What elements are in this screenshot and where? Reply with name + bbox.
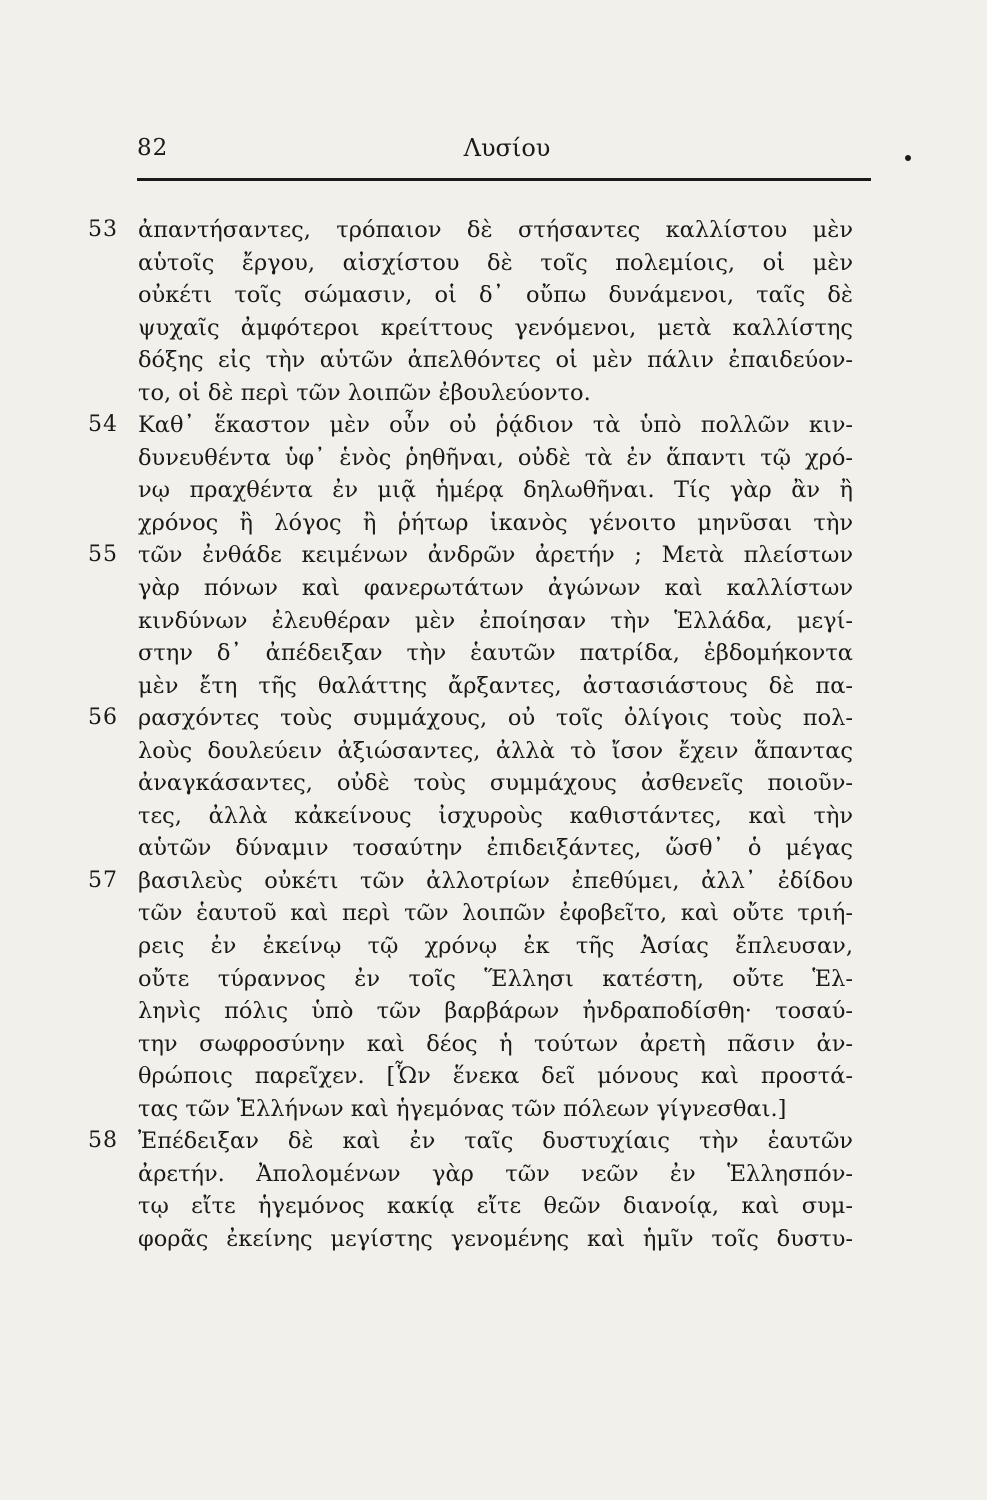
line-text: χρόνος ἢ λόγος ἢ ῥήτωρ ἱκανὸς γένοιτο μηνῦσαι τὴν (138, 509, 853, 536)
body-text (0, 214, 987, 1256)
section-number: 54 (88, 412, 118, 438)
text-line (0, 539, 987, 572)
text-line (0, 247, 987, 280)
line-text: τῶν ἑαυτοῦ καὶ περὶ τῶν λοιπῶν ἐφοβεῖτο, καὶ οὔτε τριή- (138, 900, 853, 927)
line-text: ρασχόντες τοὺς συμμάχους, οὐ τοῖς ὀλίγοις τοὺς πολ- (138, 705, 853, 732)
text-line (0, 963, 987, 996)
section-number: 53 (88, 217, 118, 242)
line-text: Ἐπέδειξαν δὲ καὶ ἐν ταῖς δυστυχίαις τὴν ἑαυτῶν (138, 1128, 853, 1155)
text-line (0, 1028, 987, 1061)
line-text: ἀναγκάσαντες, οὐδὲ τοὺς συμμάχους ἀσθενεῖς ποιοῦν- (138, 770, 853, 797)
text-line (0, 832, 987, 865)
text-line (0, 605, 987, 638)
text-line (0, 1060, 987, 1093)
text-line (0, 312, 987, 345)
text-line (0, 344, 987, 377)
ink-dot (905, 155, 911, 161)
text-line (0, 995, 987, 1028)
line-text: το, οἱ δὲ περὶ τῶν λοιπῶν ἐβουλεύοντο. (138, 379, 591, 406)
line-text: δυνευθέντα ὑφ᾽ ἑνὸς ῥηθῆναι, οὐδὲ τὰ ἐν ἅπαντι τῷ χρό- (138, 444, 853, 471)
text-line (0, 735, 987, 768)
line-text: τῶν ἐνθάδε κειμένων ἀνδρῶν ἀρετήν ; Μετὰ πλείστων (138, 542, 853, 569)
line-text: νῳ πραχθέντα ἐν μιᾷ ἡμέρᾳ δηλωθῆναι. Τίς γὰρ ἂν ἢ (138, 477, 853, 504)
line-text: στην δ᾽ ἀπέδειξαν τὴν ἑαυτῶν πατρίδα, ἑβδομήκοντα (138, 640, 853, 667)
section-number: 58 (88, 1128, 118, 1154)
line-text: την σωφροσύνην καὶ δέος ἡ τούτων ἀρετὴ πᾶσιν ἀν- (138, 1030, 853, 1057)
line-text: μὲν ἔτη τῆς θαλάττης ἄρξαντες, ἀστασιάστους δὲ πα- (138, 672, 853, 699)
text-line (0, 637, 987, 670)
line-text: οὐκέτι τοῖς σώμασιν, οἱ δ᾽ οὔπω δυνάμενοι, ταῖς δὲ (138, 282, 853, 309)
page-number: 82 (137, 135, 169, 161)
section-number: 56 (88, 705, 118, 731)
text-line (0, 214, 987, 247)
text-line (0, 1093, 987, 1126)
text-line (0, 1190, 987, 1223)
text-line (0, 670, 987, 703)
page-header (137, 128, 872, 168)
line-text: ἀρετήν. Ἀπολομένων γὰρ τῶν νεῶν ἐν Ἑλλησπόν- (138, 1160, 853, 1187)
line-text: τας τῶν Ἑλλήνων καὶ ἡγεμόνας τῶν πόλεων γίγνεσθαι.] (138, 1095, 787, 1122)
section-number: 57 (88, 867, 118, 893)
running-title: Λυσίου (463, 134, 551, 162)
text-line (0, 767, 987, 800)
line-text: αὑτῶν δύναμιν τοσαύτην ἐπιδειξάντες, ὥσθ᾽ ὁ μέγας (138, 835, 853, 862)
line-text: θρώποις παρεῖχεν. [Ὧν ἕνεκα δεῖ μόνους καὶ προστά- (138, 1063, 853, 1090)
line-text: λοὺς δουλεύειν ἀξιώσαντες, ἀλλὰ τὸ ἴσον ἔχειν ἅπαντας (138, 737, 853, 764)
line-text: τες, ἀλλὰ κἀκείνους ἰσχυροὺς καθιστάντες, καὶ τὴν (138, 802, 853, 829)
line-text: γὰρ πόνων καὶ φανερωτάτων ἀγώνων καὶ καλλίστων (138, 575, 853, 602)
text-line (0, 572, 987, 605)
line-text: τῳ εἴτε ἡγεμόνος κακίᾳ εἴτε θεῶν διανοίᾳ, καὶ συμ- (138, 1193, 853, 1220)
line-text: βασιλεὺς οὐκέτι τῶν ἀλλοτρίων ἐπεθύμει, ἀλλ᾽ ἐδίδου (138, 867, 853, 894)
text-line (0, 507, 987, 540)
text-line (0, 800, 987, 833)
text-line (0, 930, 987, 963)
line-text: δόξης εἰς τὴν αὑτῶν ἀπελθόντες οἱ μὲν πάλιν ἐπαιδεύον- (138, 347, 853, 374)
text-line (0, 474, 987, 507)
line-text: οὔτε τύραννος ἐν τοῖς Ἕλλησι κατέστη, οὔτε Ἑλ- (138, 965, 853, 992)
text-line (0, 897, 987, 930)
text-line (0, 377, 987, 410)
line-text: ἀπαντήσαντες, τρόπαιον δὲ στήσαντες καλλίστου μὲν (138, 217, 853, 243)
text-line (0, 702, 987, 735)
header-rule (137, 178, 871, 181)
text-line (0, 409, 987, 442)
line-text: ψυχαῖς ἀμφότεροι κρείττους γενόμενοι, μετὰ καλλίστης (138, 314, 853, 341)
text-line (0, 279, 987, 312)
text-line (0, 1223, 987, 1256)
text-line (0, 1125, 987, 1158)
line-text: αὑτοῖς ἔργου, αἰσχίστου δὲ τοῖς πολεμίοις, οἱ μὲν (138, 249, 853, 276)
text-line (0, 1158, 987, 1191)
line-text: Καθ᾽ ἕκαστον μὲν οὖν οὐ ῥᾴδιον τὰ ὑπὸ πολλῶν κιν- (138, 412, 853, 439)
line-text: φορᾶς ἐκείνης μεγίστης γενομένης καὶ ἡμῖν τοῖς δυστυ- (138, 1225, 853, 1252)
text-line (0, 865, 987, 898)
line-text: ρεις ἐν ἐκείνῳ τῷ χρόνῳ ἐκ τῆς Ἀσίας ἔπλευσαν, (138, 933, 853, 960)
section-number: 55 (88, 542, 118, 568)
line-text: κινδύνων ἐλευθέραν μὲν ἐποίησαν τὴν Ἑλλάδα, μεγί- (138, 607, 853, 634)
text-line (0, 442, 987, 475)
line-text: ληνὶς πόλις ὑπὸ τῶν βαρβάρων ἠνδραποδίσθη· τοσαύ- (138, 998, 853, 1025)
